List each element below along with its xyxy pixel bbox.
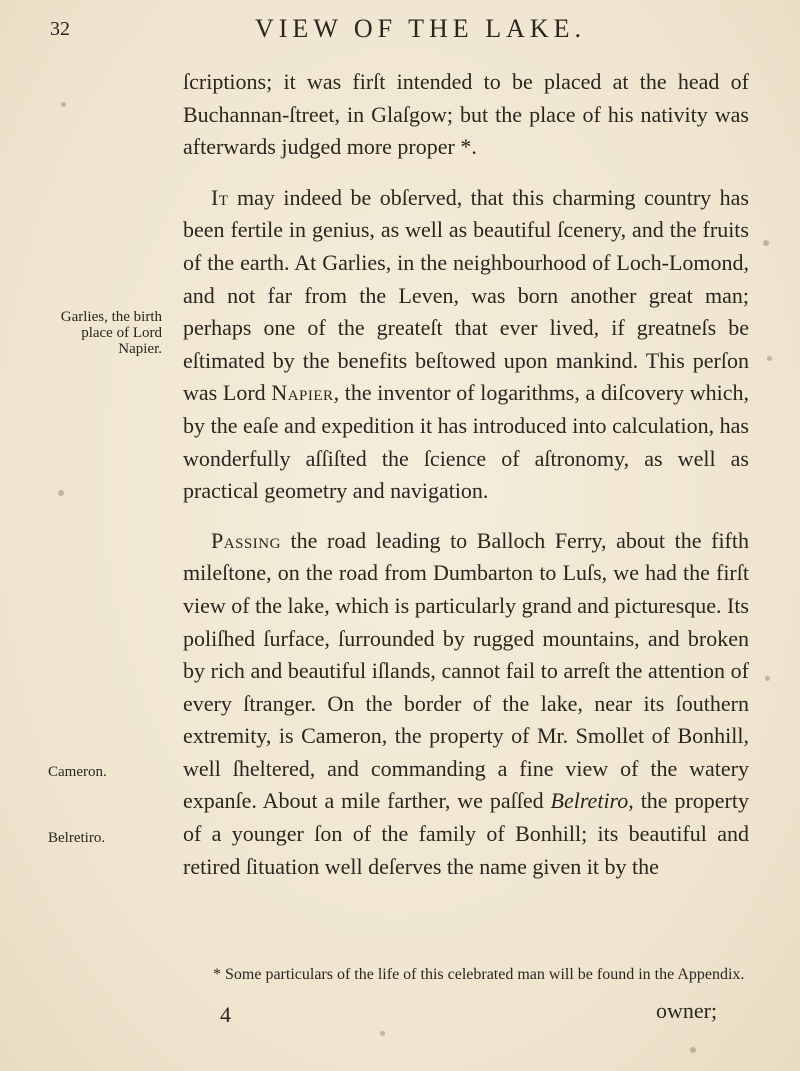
paper-speck xyxy=(380,1031,385,1036)
paragraph-1: ſcriptions; it was firſt intended to be placed at the head of Buchannan-ſtreet, in Glaſgow; but the place of his nativity was afterwards judged more proper *. xyxy=(183,69,749,160)
paper-speck xyxy=(58,490,64,496)
paragraph-3 xyxy=(183,525,749,884)
catchword: owner; xyxy=(656,998,718,1023)
paragraph-2-text: may indeed be obſerved, that this charming country has been fertile in genius, as well as beautiful ſcenery, and the fruits of the earth. At Garlies, in the neighbourhood of Loch-Lomond, and not far from the Leven, was born another great man; perhaps one of the greateſt that ever lived, if greatneſs be eſtimated by the benefits beſtowed upon mankind. This perſon was Lord xyxy=(183,184,749,406)
margin-note-garlies: Garlies, the birth place of Lord Napier. xyxy=(60,309,162,357)
running-title: VIEW OF THE LAKE. xyxy=(255,14,587,43)
paper-speck xyxy=(690,1047,696,1053)
paragraph-3-text-a: the road leading to Balloch Ferry, about the fifth mileſtone, on the road from Dumbarton to Luſs, we had the firſt view of the lake, which is particularly grand and picturesque. Its poliſhed ſurface, ſurrounded by rugged mountains, and broken by rich and beautiful iſlands, cannot fail to arreſt the attention of every ſtranger. On the border of the lake, near its ſouthern extremity, is Cameron, the property of Mr. Smollet of Bonhill, well ſheltered, and commanding a fine view of the watery expanſe. About a mile farther, we paſſed xyxy=(183,527,749,814)
footnote: * Some particulars of the life of this celebrated man will be found in the Appendix. xyxy=(213,966,745,983)
paper-speck xyxy=(61,102,66,107)
signature-mark: 4 xyxy=(220,1002,231,1027)
paper-speck xyxy=(765,676,770,681)
paragraph-2-lead: It xyxy=(211,184,229,210)
napier-name: Napier xyxy=(271,380,334,406)
belretiro-italic: Belretiro xyxy=(550,788,629,814)
paragraph-3-text-b: , the property of a younger ſon of the family of Bonhill; its beautiful and retired ſituation well deſerves the name given it by the xyxy=(183,788,749,879)
paragraph-3-lead: Passing xyxy=(211,527,281,553)
page-number: 32 xyxy=(50,18,70,40)
main-text xyxy=(183,66,749,883)
paper-speck xyxy=(767,356,772,361)
margin-note-belretiro: Belretiro. xyxy=(48,830,106,846)
margin-note-cameron: Cameron. xyxy=(48,764,107,780)
paragraph-2 xyxy=(183,182,749,508)
paragraph-2-tail: , the inventor of logarithms, a diſcovery which, by the eaſe and expedition it has introduced into calculation, has wonderfully aſſiſted the ſcience of aſtronomy, as well as practical geometry and navigation. xyxy=(183,380,749,504)
paper-speck xyxy=(763,240,769,246)
